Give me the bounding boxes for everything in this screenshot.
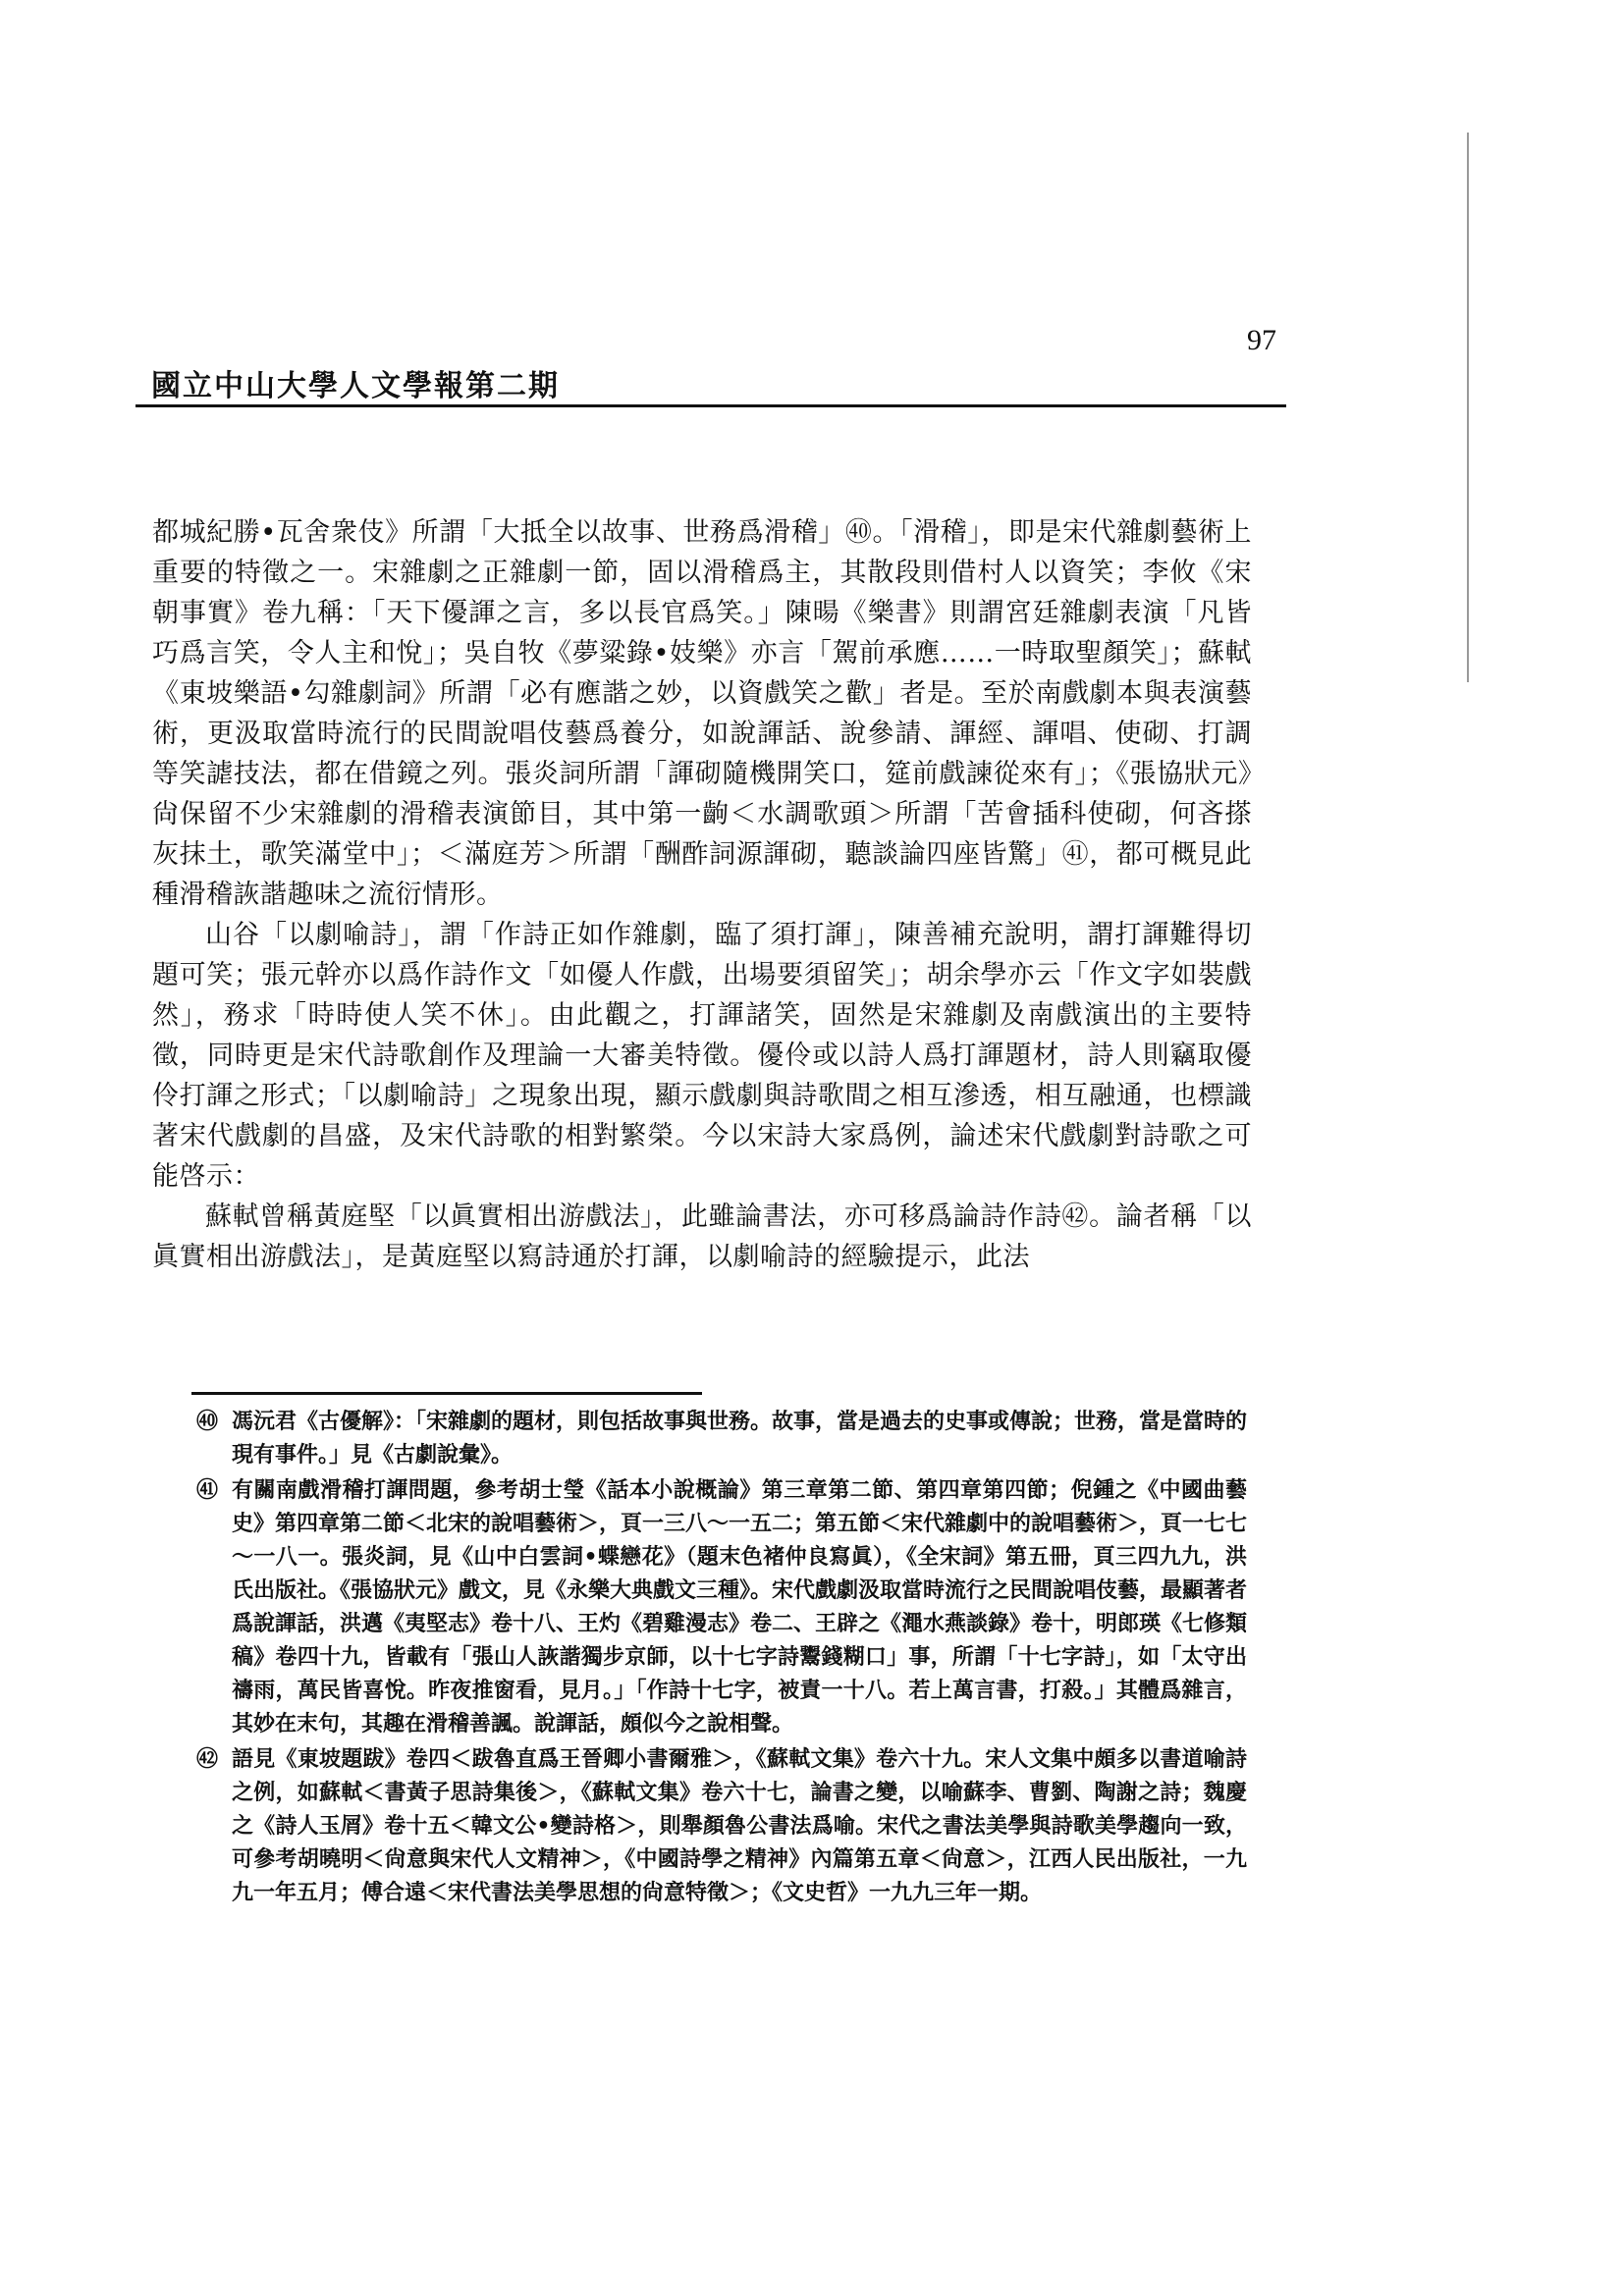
page-header (135, 324, 1286, 402)
footnote-text: 馮沅君《古優解》：「宋雜劇的題材，則包括故事與世務。故事，當是過去的史事或傳說；世務，當是當時的現有事件。」見《古劇說彙》。 (232, 1410, 1248, 1468)
footnote-mark: ㊵ (196, 1410, 219, 1434)
page-number: 97 (1247, 324, 1276, 356)
footnote-40 (196, 1406, 1247, 1472)
journal-title: 國立中山大學人文學報第二期 (151, 369, 560, 403)
footnotes (196, 1406, 1247, 1912)
footnote-text: 語見《東坡題跋》卷四＜跋魯直爲王晉卿小書爾雅＞，《蘇軾文集》卷六十九。宋人文集中頗多以書道喻詩之例，如蘇軾＜書黃子思詩集後＞，《蘇軾文集》卷六十七，論書之變，以喻蘇李、曹劉、陶謝之詩；魏慶之《詩人玉屑》卷十五＜韓文公•變詩格＞，則舉顏魯公書法爲喻。宋代之書法美學與詩歌美學趨向一致，可參考胡曉明＜尙意與宋代人文精神＞，《中國詩學之精神》內篇第五章＜尙意＞，江西人民出版社，一九九一年五月；傅合遠＜宋代書法美學思想的尙意特徵＞；《文史哲》一九九三年一期。 (232, 1747, 1247, 1905)
footnote-mark: ㊶ (196, 1478, 219, 1503)
margin-line (1467, 133, 1469, 682)
footnote-mark: ㊷ (196, 1747, 219, 1772)
footnote-41 (196, 1474, 1247, 1741)
footnote-42 (196, 1743, 1247, 1910)
paragraph-2: 山谷「以劇喻詩」，謂「作詩正如作雜劇，臨了須打諢」，陳善補充說明，謂打諢難得切題可笑；張元幹亦以爲作詩作文「如優人作戲，出場要須留笑」；胡余學亦云「作文字如裝戲然」，務求「時時使人笑不休」。由此觀之，打諢諸笑，固然是宋雜劇及南戲演出的主要特徵，同時更是宋代詩歌創作及理論一大審美特徵。優伶或以詩人爲打諢題材，詩人則竊取優伶打諢之形式；「以劇喻詩」之現象出現，顯示戲劇與詩歌間之相互滲透，相互融通，也標識著宋代戲劇的昌盛，及宋代詩歌的相對繁榮。今以宋詩大家爲例，論述宋代戲劇對詩歌之可能啓示： (152, 920, 1252, 1192)
body-text (152, 512, 1252, 1277)
footnote-separator (191, 1392, 702, 1395)
paragraph-3: 蘇軾曾稱黃庭堅「以眞實相出游戲法」，此雖論書法，亦可移爲論詩作詩㊷。論者稱「以眞實相出游戲法」，是黃庭堅以寫詩通於打諢，以劇喻詩的經驗提示，此法 (152, 1201, 1252, 1272)
paragraph-1: 都城紀勝•瓦舍衆伎》所謂「大抵全以故事、世務爲滑稽」㊵。「滑稽」，即是宋代雜劇藝術上重要的特徵之一。宋雜劇之正雜劇一節，固以滑稽爲主，其散段則借村人以資笑；李攸《宋朝事實》卷九稱：「天下優諢之言，多以長官爲笑。」陳暘《樂書》則謂宮廷雜劇表演「凡皆巧爲言笑，令人主和悅」；吳自牧《夢粱錄•妓樂》亦言「駕前承應……一時取聖顏笑」；蘇軾《東坡樂語•勾雜劇詞》所謂「必有應諧之妙，以資戲笑之歡」者是。至於南戲劇本與表演藝術，更汲取當時流行的民間說唱伎藝爲養分，如說諢話、說參請、諢經、諢唱、使砌、打調等笑謔技法，都在借鏡之列。張炎詞所謂「諢砌隨機開笑口，筵前戲諫從來有」；《張協狀元》尙保留不少宋雜劇的滑稽表演節目，其中第一齣＜水調歌頭＞所謂「苦會插科使砌，何吝搽灰抹土，歌笑滿堂中」；＜滿庭芳＞所謂「酬酢詞源諢砌，聽談論四座皆驚」㊶，都可概見此種滑稽詼諧趣味之流衍情形。 (152, 517, 1252, 910)
footnote-text: 有關南戲滑稽打諢問題，參考胡士瑩《話本小說概論》第三章第二節、第四章第四節；倪鍾之《中國曲藝史》第四章第二節＜北宋的說唱藝術＞，頁一三八～一五二；第五節＜宋代雜劇中的說唱藝術＞，頁一七七～一八一。張炎詞，見《山中白雲詞•蝶戀花》（題末色褚仲良寫眞），《全宋詞》第五冊，頁三四九九，洪氏出版社。《張協狀元》戲文，見《永樂大典戲文三種》。宋代戲劇汲取當時流行之民間說唱伎藝，最顯著者爲說諢話，洪邁《夷堅志》卷十八、王灼《碧雞漫志》卷二、王辟之《澠水燕談錄》卷十，明郎瑛《七修類稿》卷四十九，皆載有「張山人詼諧獨步京師，以十七字詩鬻錢糊口」事，所謂「十七字詩」，如「太守出禱雨，萬民皆喜悅。昨夜推窗看，見月。」「作詩十七字，被責一十八。若上萬言書，打殺。」其體爲雜言，其妙在末句，其趣在滑稽善諷。說諢話，頗似今之說相聲。 (232, 1478, 1248, 1736)
header-rule (135, 404, 1286, 407)
